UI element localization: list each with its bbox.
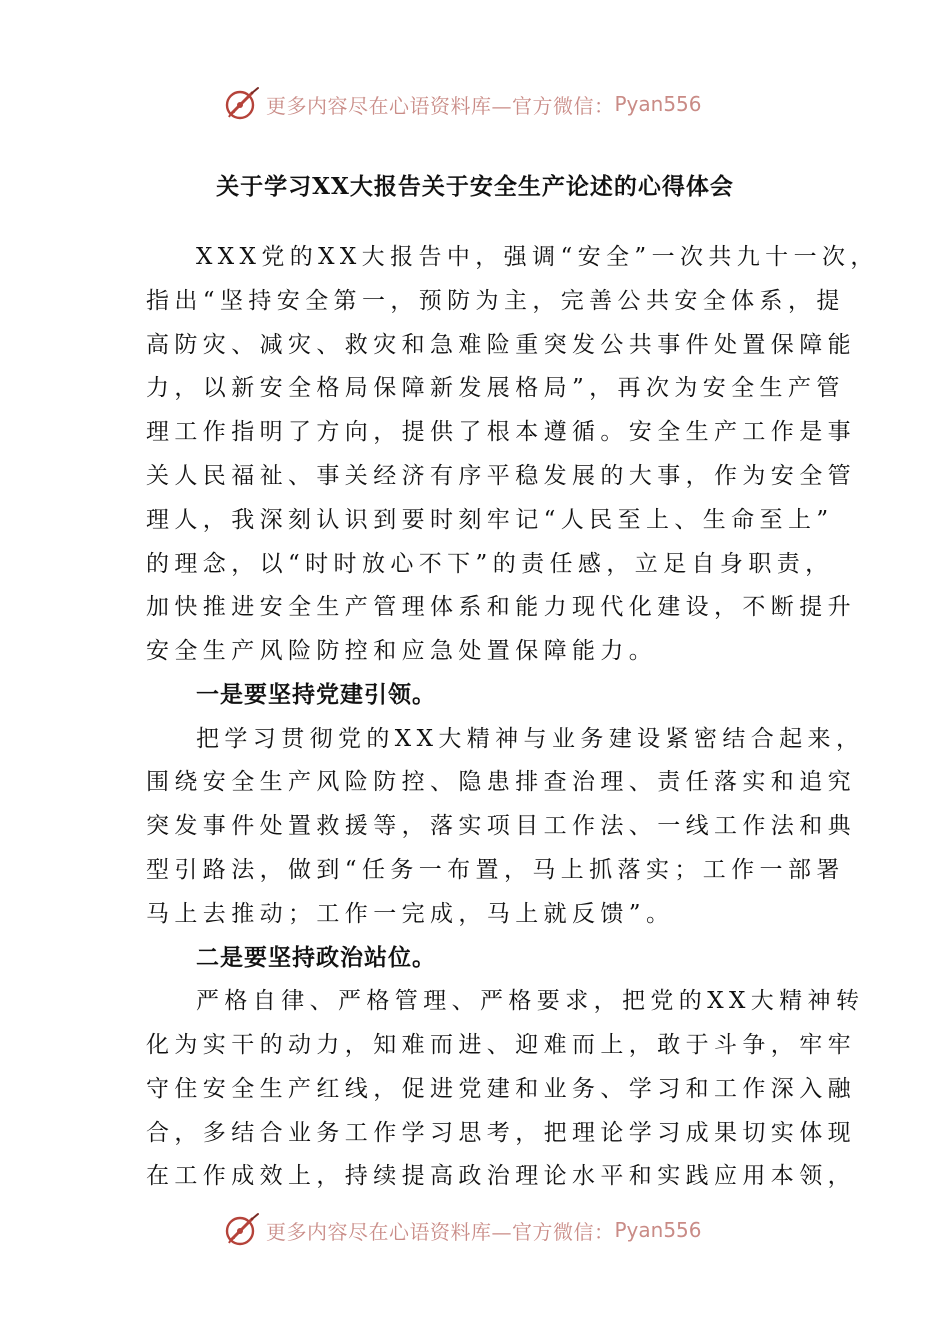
watermark-text: 更多内容尽在心语资料库—官方微信： [266,93,615,118]
paragraph-line: 理工作指明了方向，提供了根本遵循。安全生产工作是事 [146,419,856,445]
pen-circle-logo-icon [222,84,262,124]
pen-circle-logo-icon [222,1210,262,1250]
paragraph-line: XXX党的XX大报告中，强调“安全”一次共九十一次， [196,244,879,270]
footer-watermark [222,1208,742,1252]
paragraph-line: 的理念，以“时时放心不下”的责任感，立足自身职责， [146,551,834,577]
section-heading: 一是要坚持党建引领。 [196,681,436,708]
paragraph-line: 指出“坚持安全第一，预防为主，完善公共安全体系，提 [146,288,845,314]
paragraph-line: 力，以新安全格局保障新发展格局”，再次为安全生产管 [146,375,845,401]
watermark-text: 更多内容尽在心语资料库—官方微信： [266,1219,615,1244]
paragraph-line: 化为实干的动力，知难而进、迎难而上，敢于斗争，牢牢 [146,1032,856,1058]
paragraph-line: 马上去推动；工作一完成，马上就反馈”。 [146,901,675,927]
paragraph-line: 型引路法，做到“任务一布置，马上抓落实；工作一部署 [146,857,845,883]
header-watermark [222,82,742,126]
paragraph-line: 把学习贯彻党的XX大精神与业务建设紧密结合起来， [196,726,865,752]
paragraph-line: 理人，我深刻认识到要时刻牢记“人民至上、生命至上” [146,507,834,533]
watermark-wechat-id: Pyan556 [614,92,702,116]
watermark-wechat-id: Pyan556 [614,1218,702,1242]
paragraph-line: 关人民福祉、事关经济有序平稳发展的大事，作为安全管 [146,463,856,489]
paragraph-line: 高防灾、减灾、救灾和急难险重突发公共事件处置保障能 [146,332,856,358]
paragraph-line: 突发事件处置救援等，落实项目工作法、一线工作法和典 [146,813,856,839]
paragraph-line: 加快推进安全生产管理体系和能力现代化建设，不断提升 [146,594,856,620]
section-heading: 二是要坚持政治站位。 [196,944,436,971]
paragraph-line: 围绕安全生产风险防控、隐患排查治理、责任落实和追究 [146,769,856,795]
document-title: 关于学习XX大报告关于安全生产论述的心得体会 [216,173,734,200]
paragraph-line: 严格自律、严格管理、严格要求，把党的XX大精神转 [196,988,865,1014]
paragraph-line: 在工作成效上，持续提高政治理论水平和实践应用本领， [146,1163,856,1189]
paragraph-line: 合，多结合业务工作学习思考，把理论学习成果切实体现 [146,1120,856,1146]
paragraph-line: 安全生产风险防控和应急处置保障能力。 [146,638,658,664]
paragraph-line: 守住安全生产红线，促进党建和业务、学习和工作深入融 [146,1076,856,1102]
